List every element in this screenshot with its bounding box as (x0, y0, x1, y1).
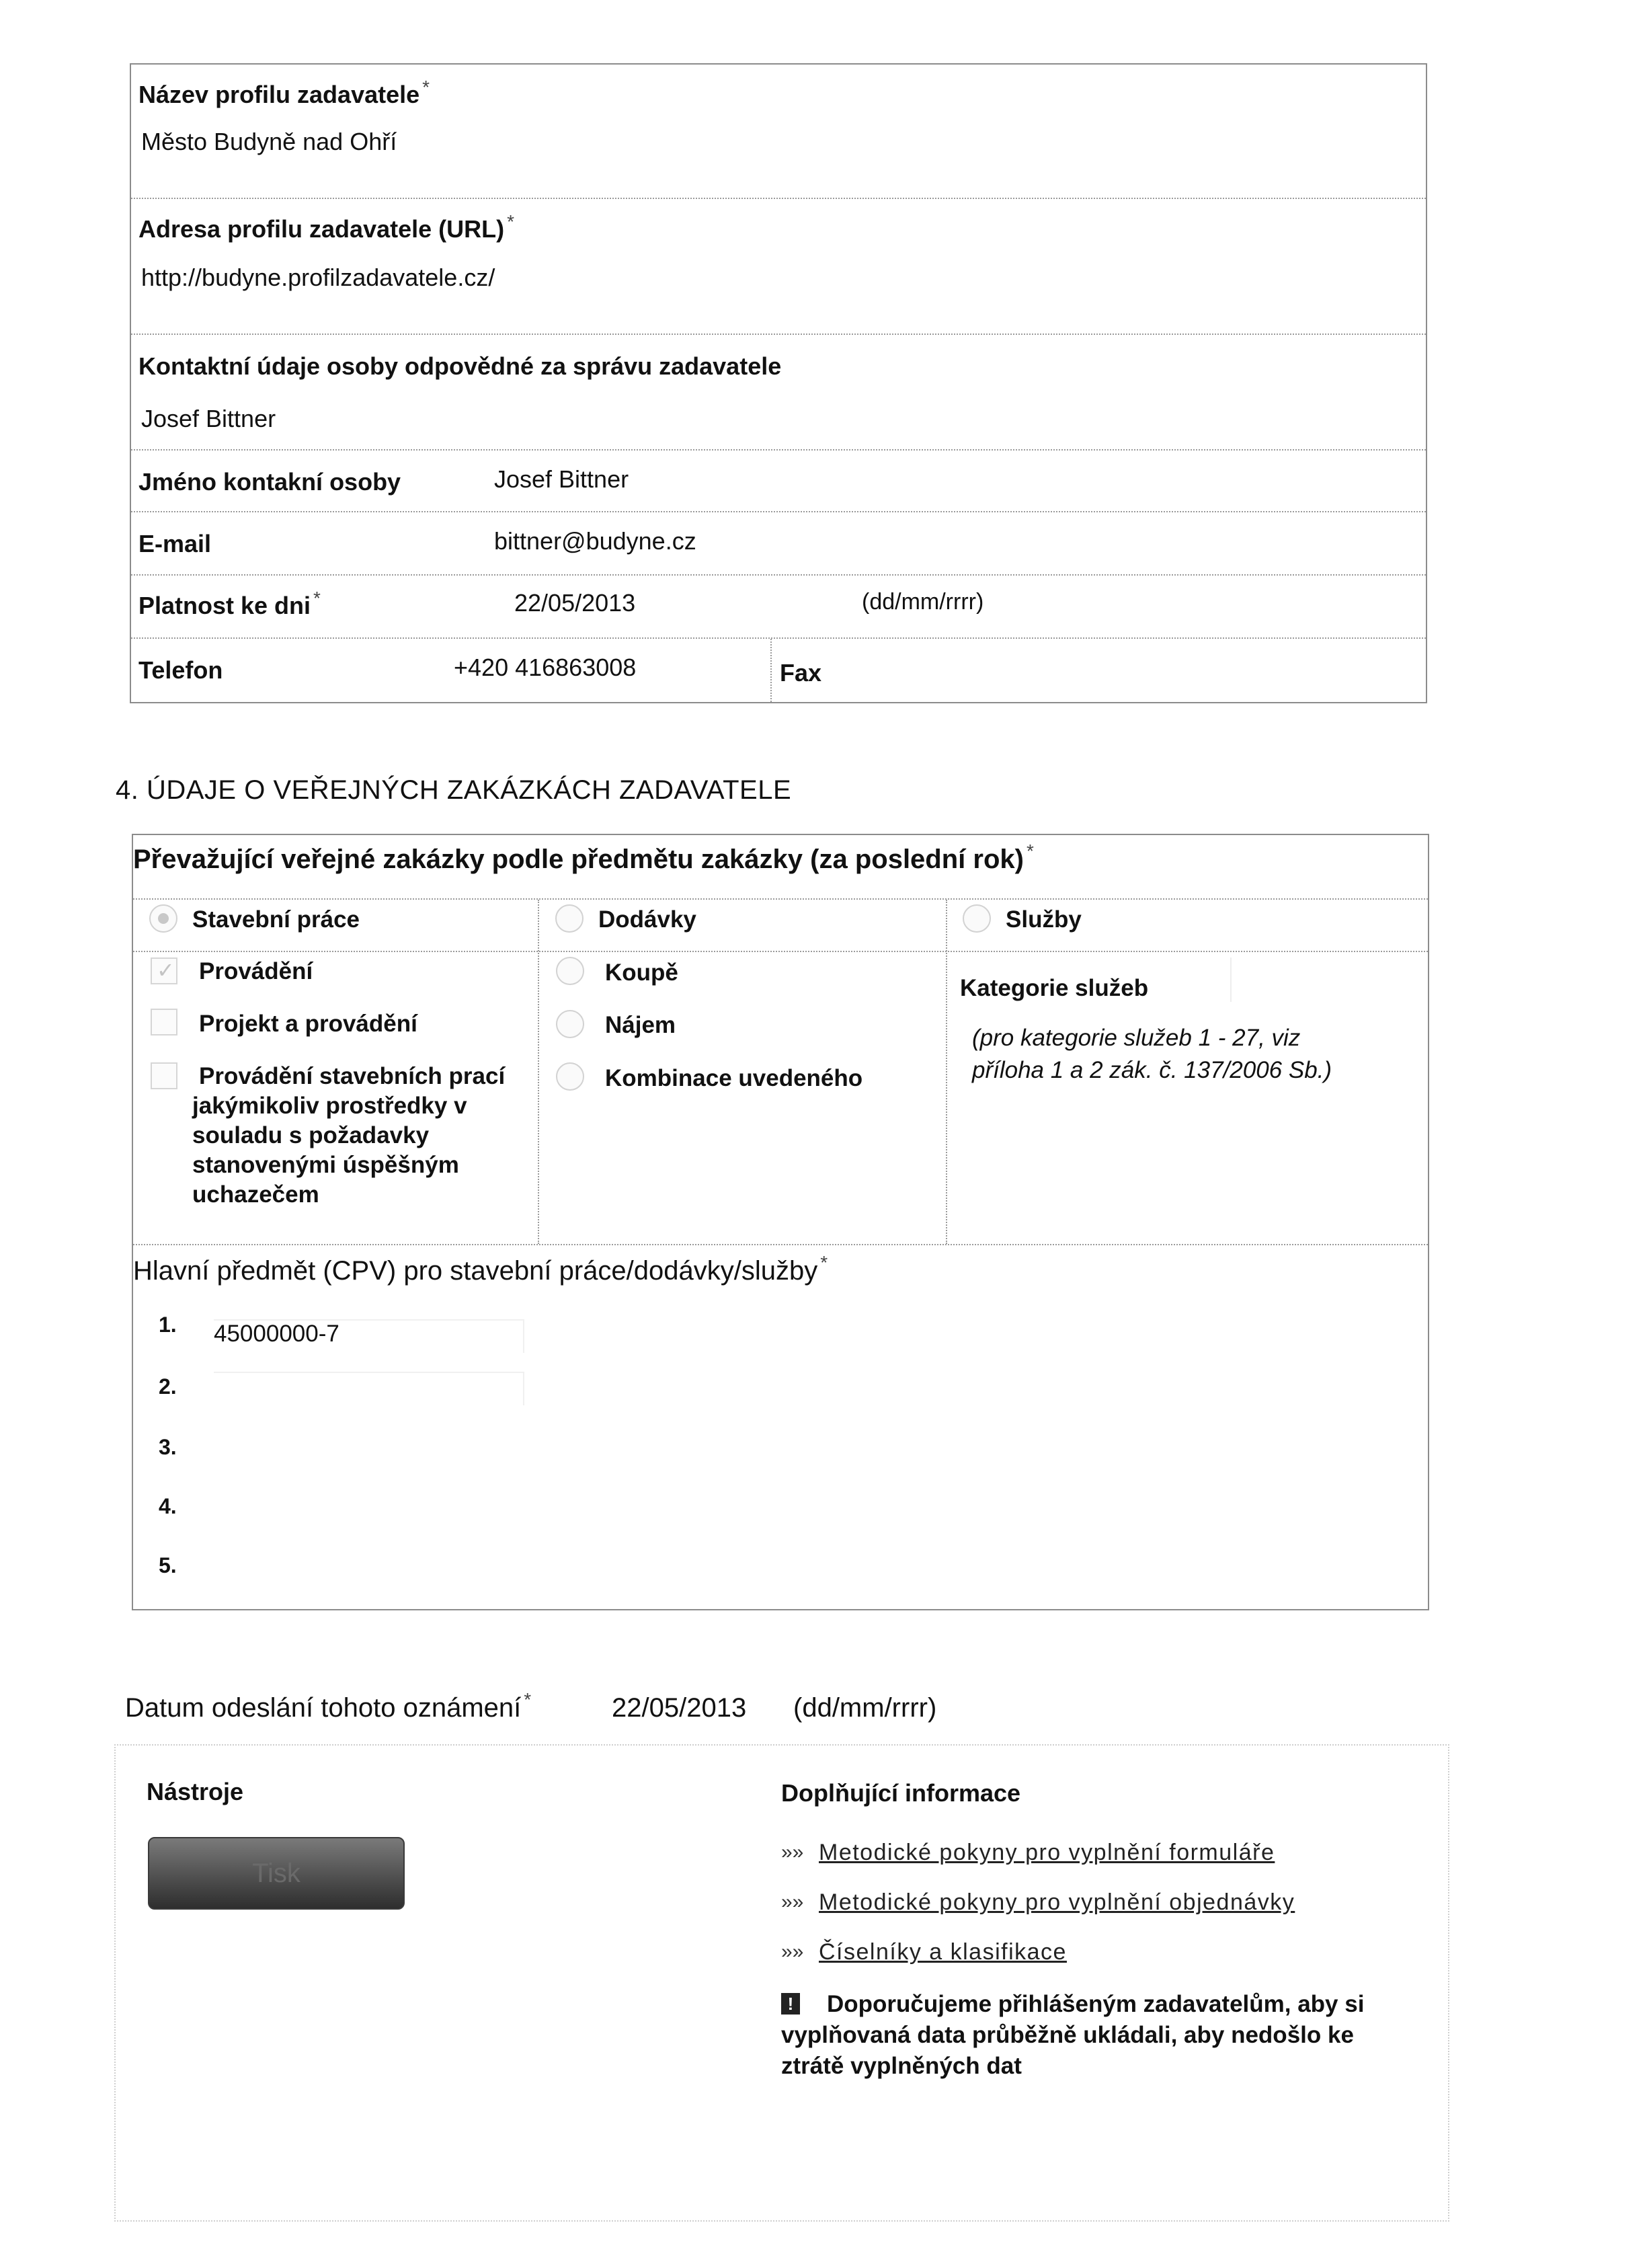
contact-name-label: Jméno kontakní osoby (138, 468, 401, 496)
chevron-icon: »» (781, 1941, 804, 1963)
divider (131, 198, 1426, 199)
supply-lease-radio[interactable] (556, 1010, 584, 1038)
divider (131, 574, 1426, 576)
cpv-row-number: 5. (159, 1553, 177, 1577)
works-option-any-means-checkbox[interactable] (151, 1062, 177, 1089)
services-category-note: (pro kategorie služeb 1 - 27, viz příloha 1 a 2 zák. č. 137/2006 Sb.) (972, 1025, 1332, 1083)
valid-date-field[interactable]: 22/05/2013 (514, 589, 636, 617)
supply-combination-radio[interactable] (556, 1062, 584, 1091)
phone-field[interactable]: +420 416863008 (454, 654, 637, 681)
divider (133, 1244, 1428, 1245)
works-option-design-checkbox[interactable] (151, 1009, 177, 1035)
type-services-radio[interactable] (963, 904, 991, 933)
valid-date-format: (dd/mm/rrrr) (862, 589, 984, 615)
contact-section-field[interactable]: Josef Bittner (141, 405, 276, 432)
divider (131, 334, 1426, 335)
cpv-row-number: 2. (159, 1374, 177, 1399)
divider (946, 900, 947, 1244)
email-field[interactable]: bittner@budyne.cz (494, 527, 696, 555)
footer-panel (114, 1744, 1449, 2222)
supply-lease-label: Nájem (605, 1012, 676, 1038)
divider (131, 637, 1426, 639)
supply-purchase-label: Koupě (605, 960, 678, 986)
contact-name-field[interactable]: Josef Bittner (494, 465, 629, 493)
section-4-title: 4. ÚDAJE O VEŘEJNÝCH ZAKÁZKÁCH ZADAVATELE (116, 775, 792, 805)
cpv-label: Hlavní předmět (CPV) pro stavební práce/dodávky/služby * (133, 1252, 828, 1286)
cpv-field-2[interactable] (214, 1372, 524, 1405)
type-supplies-label: Dodávky (598, 906, 696, 933)
link-form-guidelines[interactable]: Metodické pokyny pro vyplnění formuláře (819, 1840, 1275, 1865)
cpv-row-number: 1. (159, 1313, 177, 1337)
chevron-icon: »» (781, 1841, 804, 1863)
warning-text: Doporučujeme přihlášeným zadavatelům, aby si vyplňovaná data průběžně ukládali, aby nedošlo ke ztrátě vyplněných dat (781, 1991, 1365, 2079)
cpv-field-1[interactable]: 45000000-7 (214, 1319, 524, 1353)
profile-url-field[interactable]: http://budyne.profilzadavatele.cz/ (141, 264, 495, 291)
tools-label: Nástroje (147, 1778, 244, 1805)
supply-purchase-radio[interactable] (556, 957, 584, 985)
email-label: E-mail (138, 530, 212, 557)
contact-section-label: Kontaktní údaje osoby odpovědné za správu zadavatele (138, 352, 782, 380)
type-works-label: Stavební práce (192, 906, 360, 933)
chevron-icon: »» (781, 1891, 804, 1913)
profile-box (130, 63, 1427, 703)
cpv-field-3[interactable] (214, 1431, 523, 1463)
phone-label: Telefon (138, 656, 223, 684)
supply-combination-label: Kombinace uvedeného (605, 1065, 863, 1091)
type-works-radio[interactable] (149, 904, 177, 933)
prevailing-contracts-label: Převažující veřejné zakázky podle předmětu zakázky (za poslední rok) * (133, 840, 1034, 874)
additional-info-label: Doplňující informace (781, 1779, 1021, 1807)
divider (133, 951, 1428, 952)
divider (770, 639, 772, 702)
send-date-format: (dd/mm/rrrr) (793, 1693, 937, 1723)
warning-icon: ! (781, 1993, 800, 2015)
profile-name-label: Název profilu zadavatele * (138, 77, 430, 108)
send-date-label: Datum odeslání tohoto oznámení * (125, 1689, 532, 1723)
profile-url-label: Adresa profilu zadavatele (URL) * (138, 211, 515, 243)
type-services-label: Služby (1006, 906, 1082, 933)
divider (131, 511, 1426, 512)
services-category-field[interactable] (1230, 957, 1232, 1002)
cpv-field-4[interactable] (214, 1490, 523, 1522)
valid-date-label: Platnost ke dni * (138, 588, 321, 619)
works-option-any-means-label: Provádění stavebních prací jakýmikoliv prostředky v souladu s požadavky stanovenými úspěšným uchazečem (192, 1063, 506, 1208)
cpv-row-number: 4. (159, 1494, 177, 1518)
cpv-row-number: 3. (159, 1435, 177, 1459)
link-order-guidelines[interactable]: Metodické pokyny pro vyplnění objednávky (819, 1889, 1295, 1915)
works-option-execution-label: Provádění (199, 958, 313, 984)
divider (131, 449, 1426, 451)
works-option-design-label: Projekt a provádění (199, 1011, 417, 1037)
divider (133, 898, 1428, 900)
works-option-execution-checkbox[interactable] (151, 957, 177, 984)
send-date-field[interactable]: 22/05/2013 (612, 1693, 747, 1723)
type-supplies-radio[interactable] (555, 904, 584, 933)
profile-name-field[interactable]: Město Budyně nad Ohří (141, 128, 397, 155)
services-category-label: Kategorie služeb (960, 975, 1149, 1001)
link-classifications[interactable]: Číselníky a klasifikace (819, 1939, 1067, 1965)
fax-label: Fax (780, 659, 822, 687)
divider (538, 900, 539, 1244)
cpv-field-5[interactable] (214, 1549, 523, 1581)
print-button[interactable]: Tisk (148, 1837, 405, 1910)
